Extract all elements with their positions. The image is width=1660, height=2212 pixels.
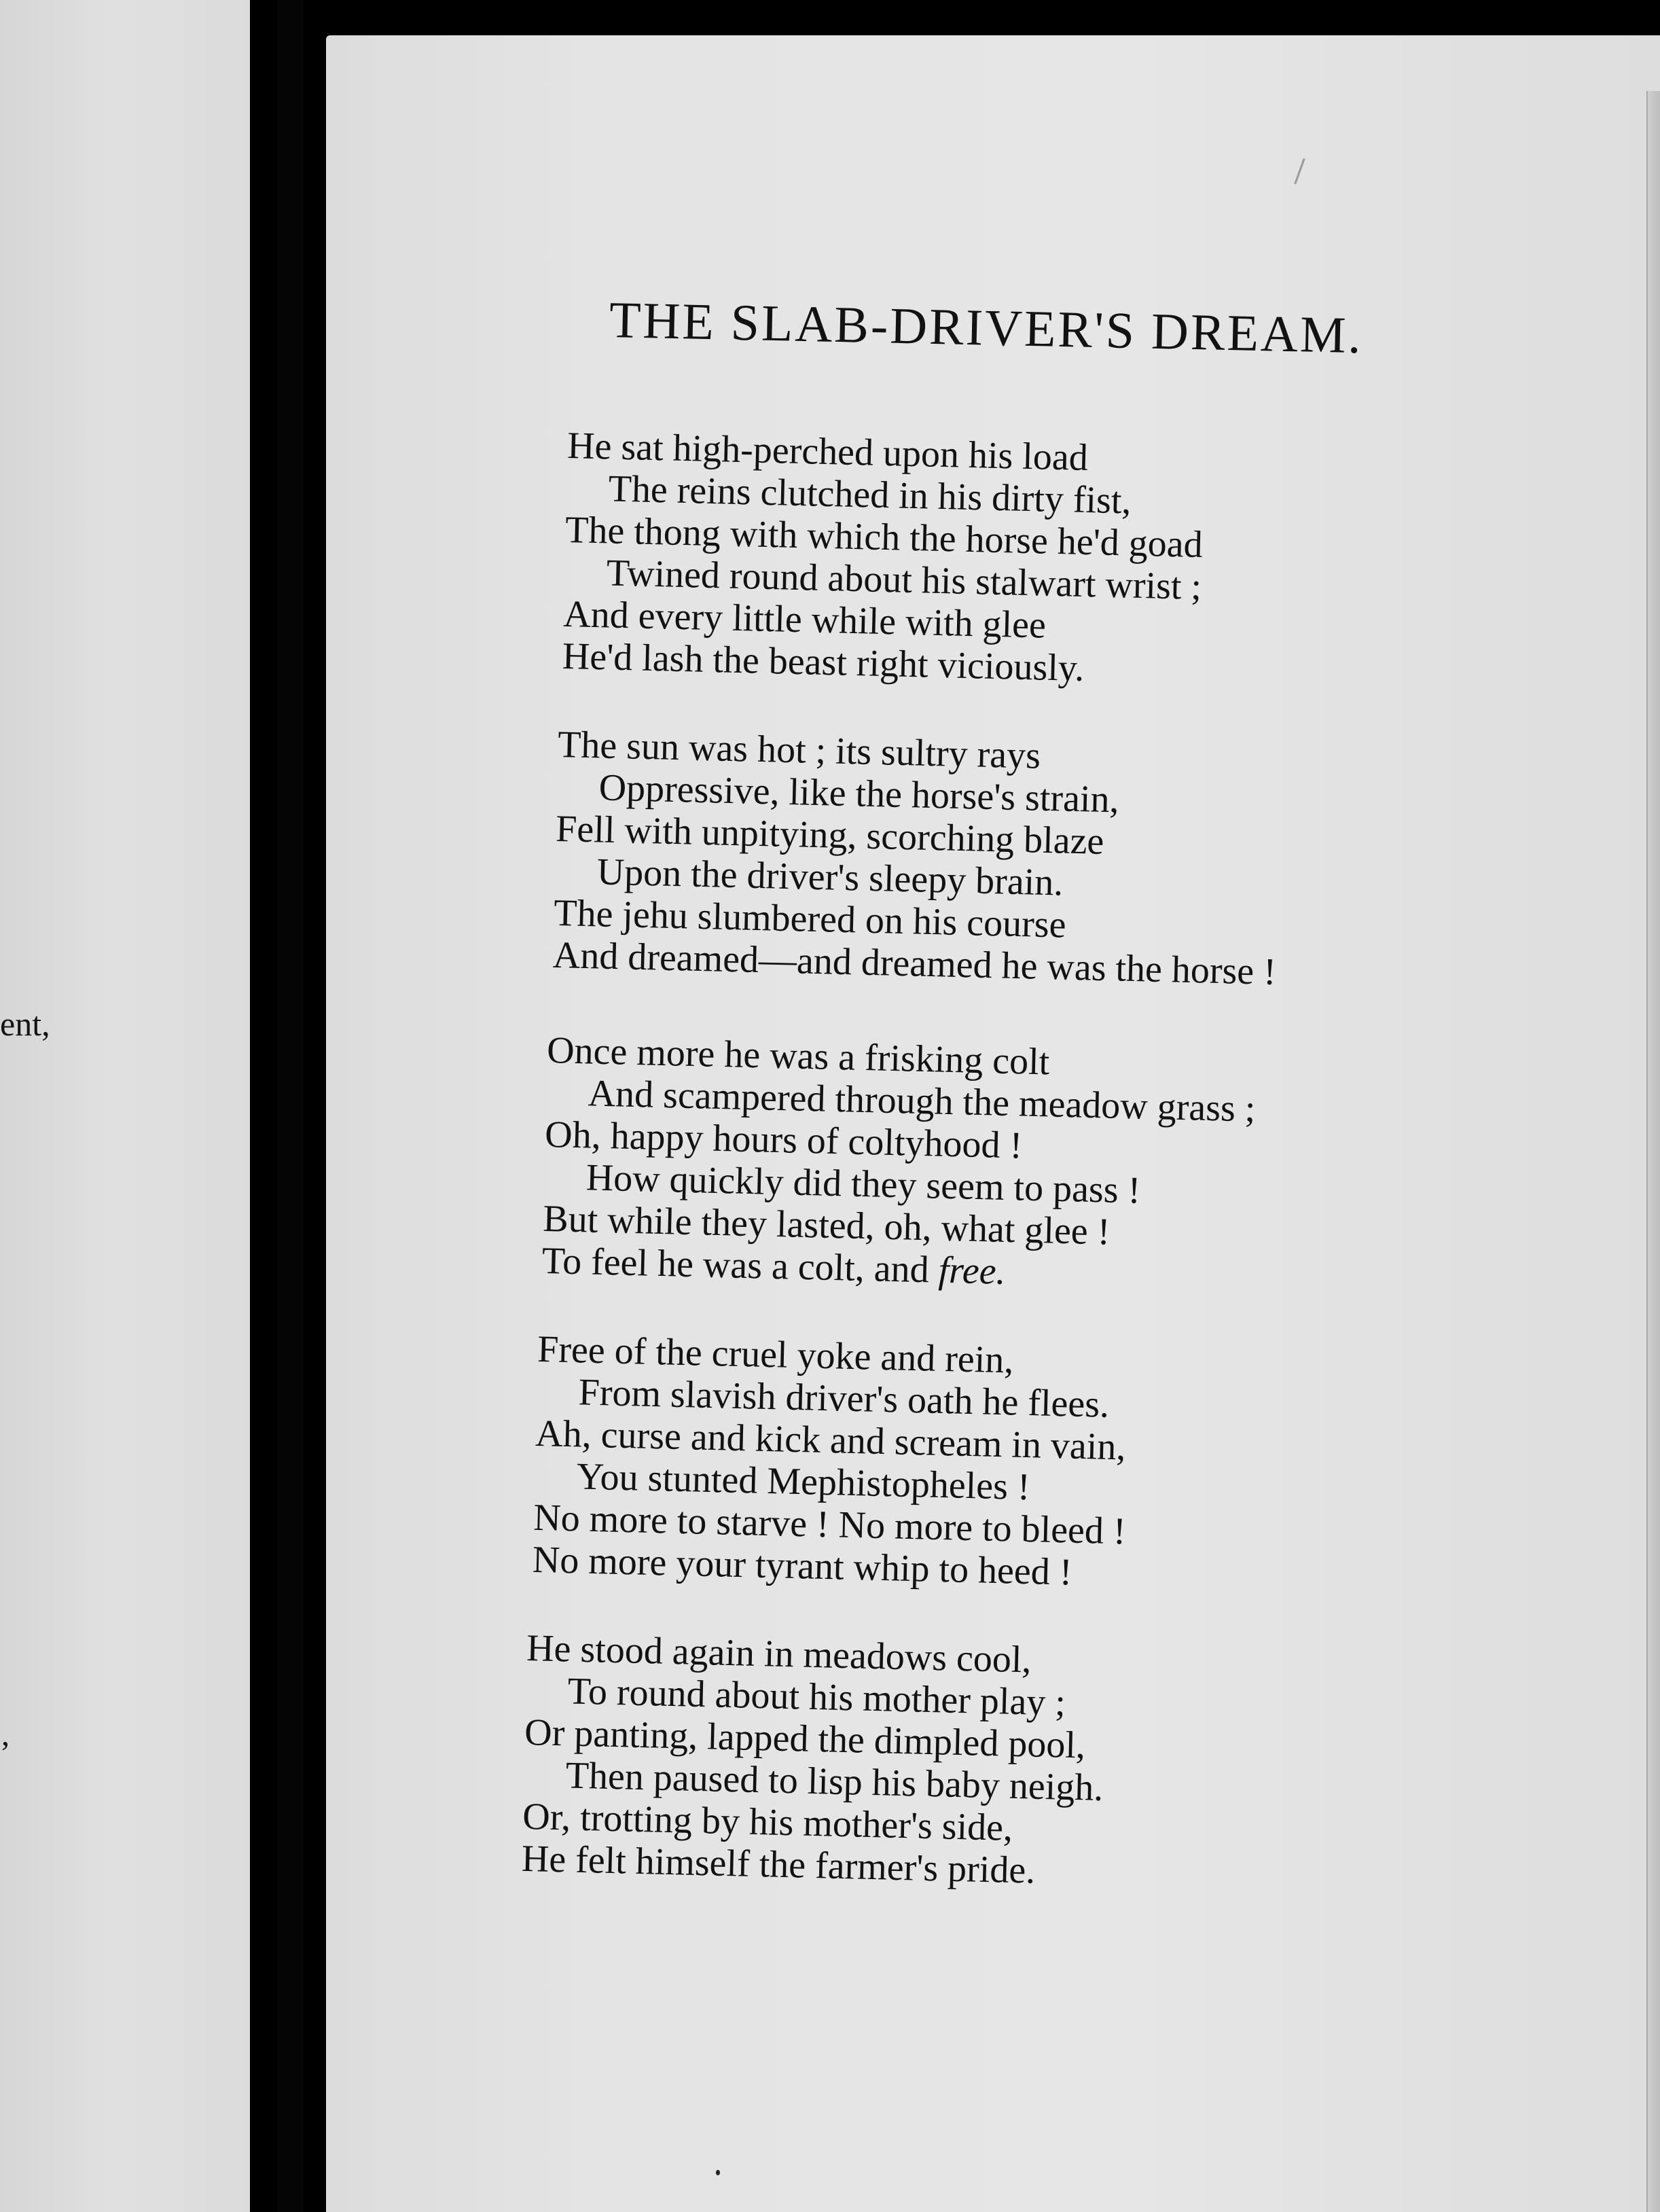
poem-line: You stunted Mephistopheles ! — [576, 1455, 1031, 1509]
left-page — [0, 0, 287, 2212]
poem-line: Then paused to lisp his baby neigh. — [565, 1754, 1104, 1810]
poem-line: From slavish driver's oath he flees. — [578, 1371, 1110, 1426]
italic-word: free. — [937, 1249, 1007, 1293]
page-edge — [1646, 91, 1660, 2212]
poem-line: To round about his mother play ; — [567, 1670, 1066, 1724]
left-page-text-fragment: ent, — [0, 1005, 50, 1043]
poem-line: No more your tyrant whip to heed ! — [532, 1538, 1073, 1594]
poem-line: The sun was hot ; its sultry rays — [557, 724, 1041, 777]
stanza-4 — [532, 1328, 1130, 1594]
poem-line: Once more he was a frisking colt — [546, 1029, 1050, 1084]
poem-line: He stood again in meadows cool, — [526, 1627, 1032, 1681]
stanza-1 — [562, 425, 1205, 692]
poem-line: How quickly did they seem to pass ! — [585, 1156, 1141, 1212]
poem-line: The reins clutched in his dirty fist, — [608, 467, 1132, 522]
poem-line: Ah, curse and kick and scream in vain, — [535, 1412, 1127, 1469]
poem-line: Or panting, lapped the dimpled pool, — [524, 1711, 1086, 1767]
stanza-3 — [541, 1029, 1257, 1299]
poem-title: THE SLAB-DRIVER'S DREAM. — [609, 291, 1364, 365]
poem-line: The thong with which the horse he'd goad — [564, 508, 1204, 567]
paper-scratch — [1294, 158, 1305, 185]
poem-line: And scampered through the meadow grass ; — [588, 1072, 1257, 1130]
poem-line: He felt himself the farmer's pride. — [521, 1837, 1036, 1892]
poem-line: Twined round about his stalwart wrist ; — [606, 552, 1202, 609]
book-gutter — [277, 0, 303, 2212]
poem-line-text: To feel he was a colt, and — [541, 1239, 930, 1291]
poem-line: Oppressive, like the horse's strain, — [598, 766, 1120, 821]
poem-line: Oh, happy hours of coltyhood ! — [544, 1113, 1023, 1167]
poem-line: He sat high-perched upon his load — [566, 425, 1089, 480]
poem-line: The jehu slumbered on his course — [553, 891, 1067, 946]
stanza-2 — [552, 724, 1282, 993]
poem-line: But while they lasted, oh, what glee ! — [542, 1197, 1111, 1253]
poem-line: And every little while with glee — [562, 592, 1047, 647]
poem-line: Fell with unpitying, scorching blaze — [555, 807, 1105, 863]
poem-line: And dreamed—and dreamed he was the horse ! — [552, 933, 1277, 993]
poem-line: Upon the driver's sleepy brain. — [596, 851, 1064, 904]
poem-line: Or, trotting by his mother's side, — [522, 1795, 1013, 1849]
poem-line: He'd lash the beast right viciously. — [562, 635, 1085, 690]
left-page-punctuation-fragment: , — [1, 1717, 10, 1753]
ink-speck — [716, 2170, 720, 2175]
stanza-5 — [521, 1627, 1106, 1893]
poem-line: Free of the cruel yoke and rein, — [537, 1328, 1015, 1382]
poem-line: No more to starve ! No more to bleed ! — [533, 1496, 1127, 1553]
